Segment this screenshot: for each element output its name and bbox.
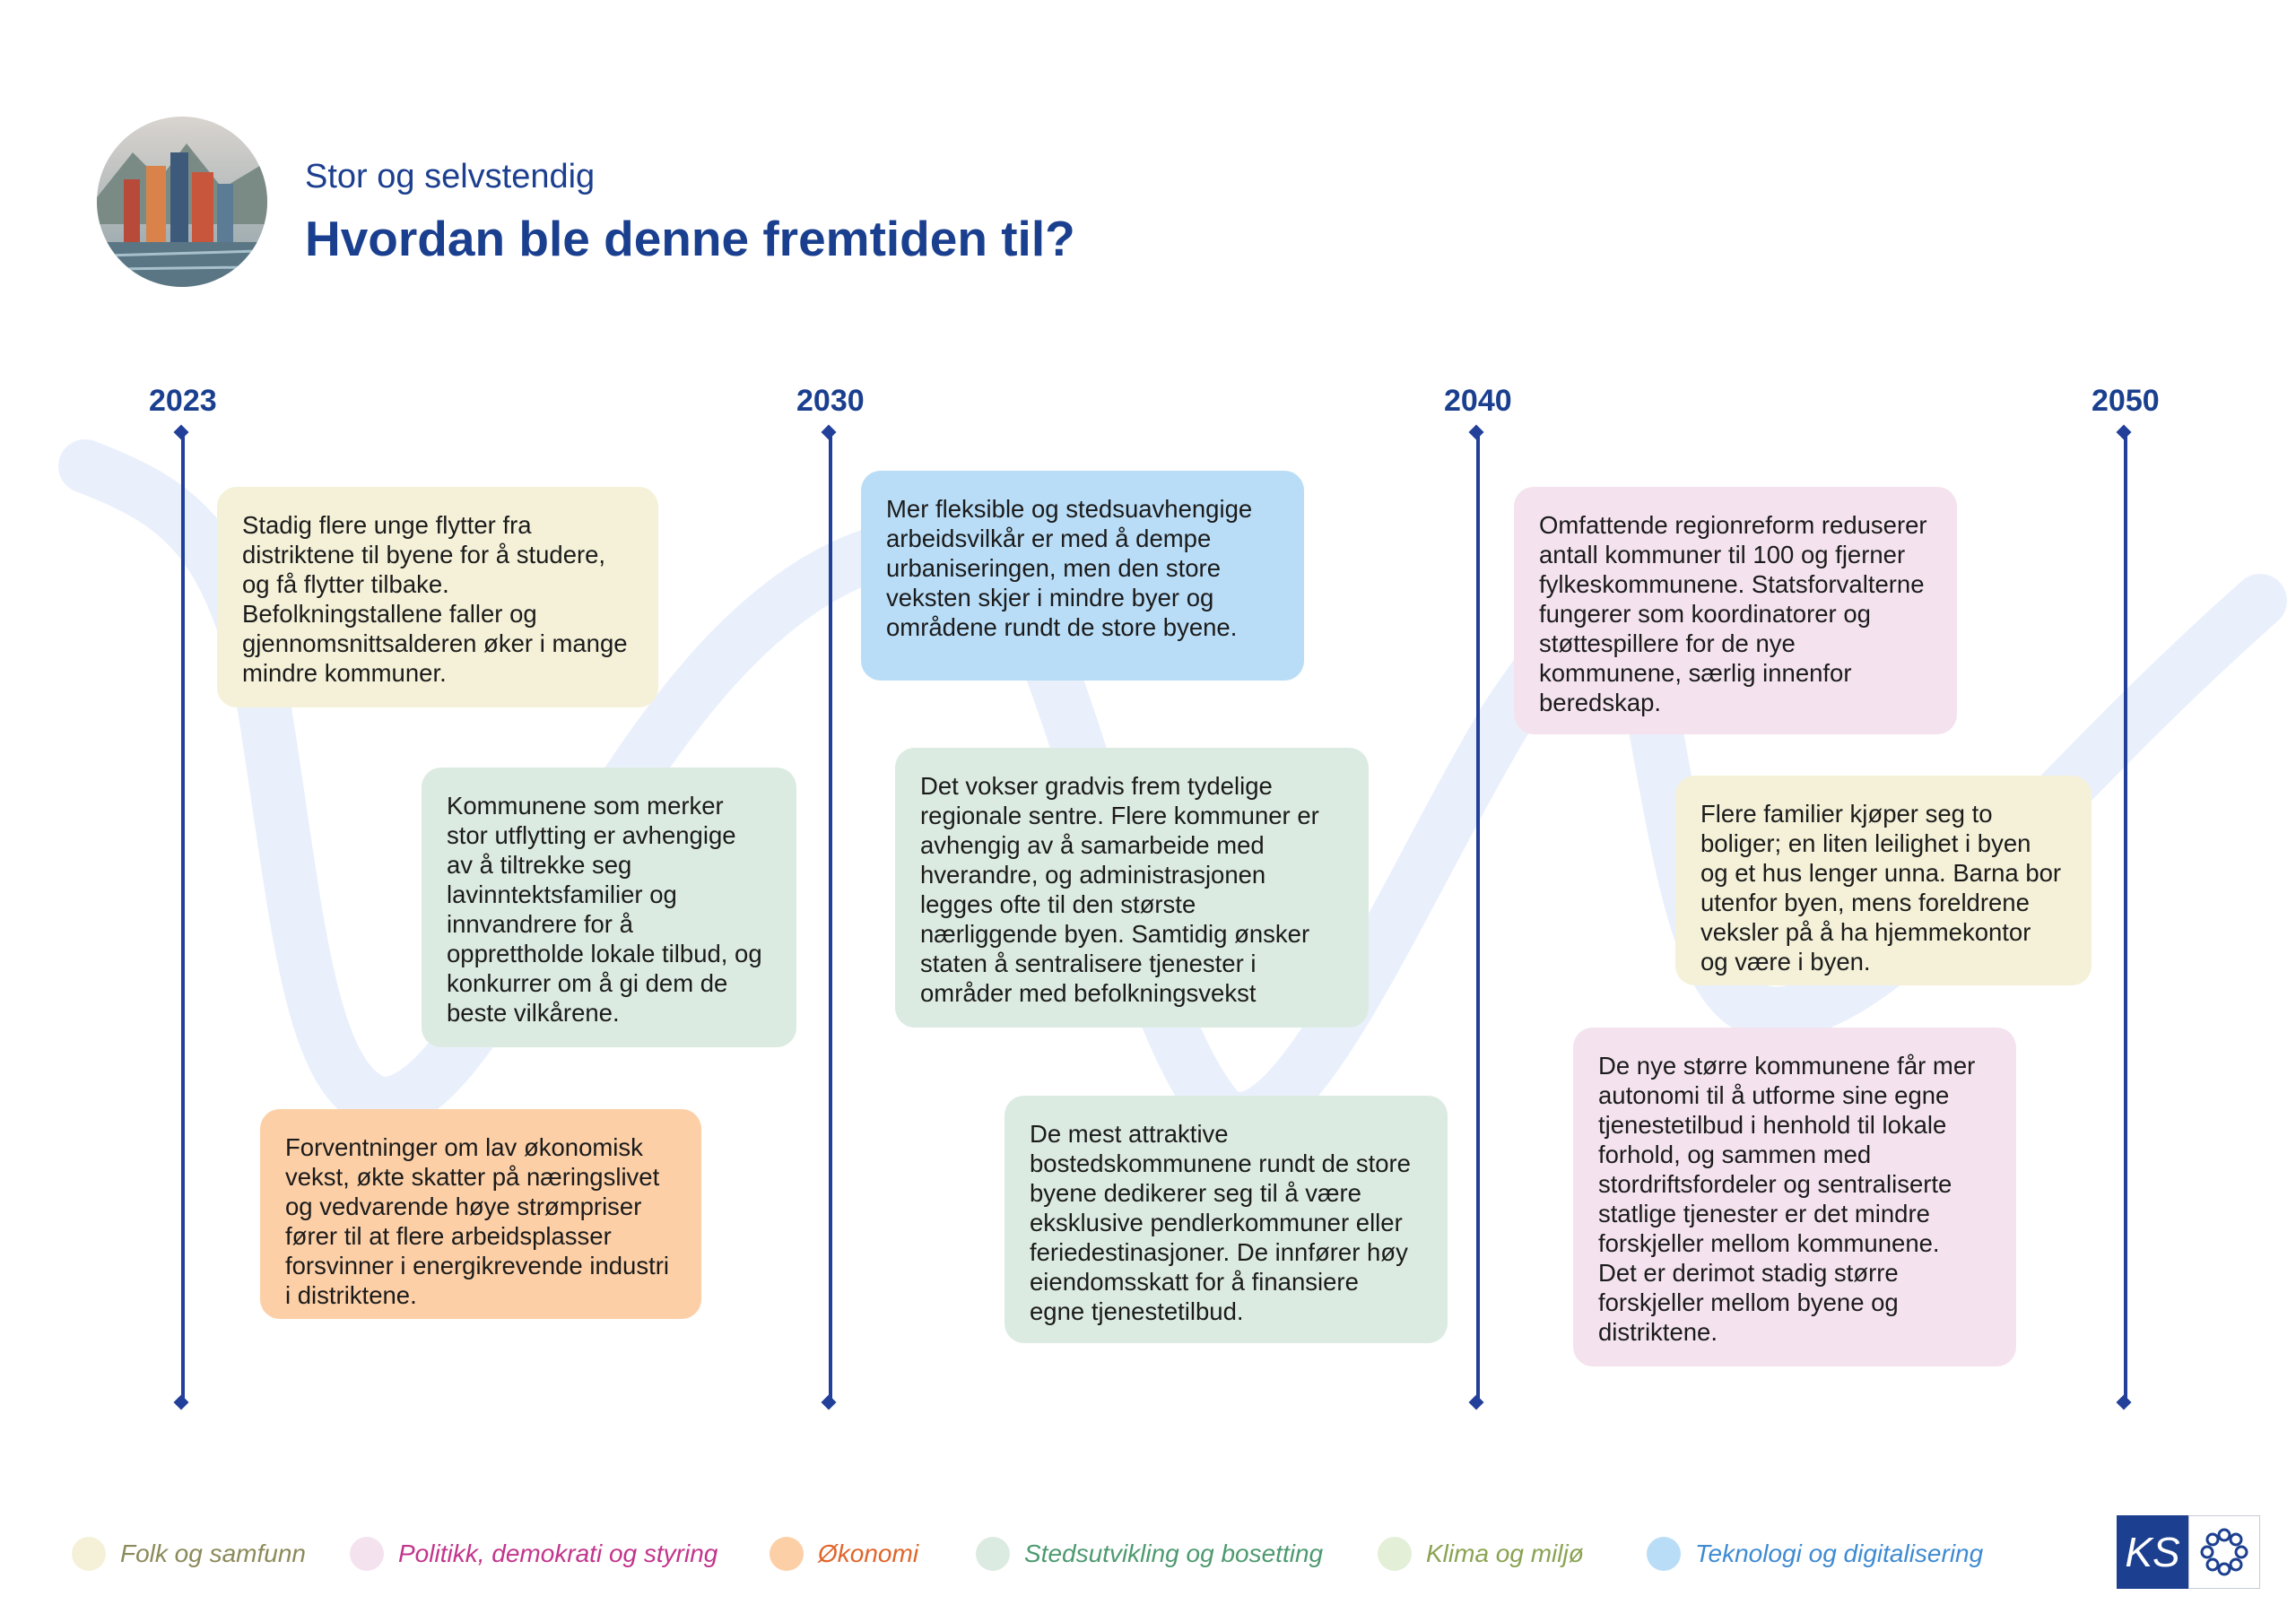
legend-item-teknologi: [1647, 1537, 1983, 1571]
legend-label: Teknologi og digitalisering: [1695, 1540, 1984, 1567]
ks-logo: [2117, 1515, 2260, 1589]
legend-dot: [976, 1537, 1010, 1571]
event-card: [1004, 1096, 1448, 1343]
legend-item-okonomi: [770, 1537, 918, 1571]
timeline-line-2040: [1476, 432, 1480, 1402]
legend-dot: [1378, 1537, 1412, 1571]
event-card-text: De mest attraktive bostedskommunene rundt de store byene dedikerer seg til å være eksklusive pendlerkommuner eller feriedestinasjoner. De innfører høy eiendomsskatt for å finansiere egne tjenestetilbud.: [1030, 1120, 1411, 1325]
legend-item-stedsutvikling: [976, 1537, 1323, 1571]
legend-label: Politikk, demokrati og styring: [398, 1540, 718, 1567]
legend-label: Folk og samfunn: [120, 1540, 306, 1567]
scenario-illustration: [97, 117, 267, 287]
event-card-text: Stadig flere unge flytter fra distriktene til byene for å studere, og få flytter tilbake. Befolkningstallene faller og gjennomsnittsalderen øker i mange mindre kommuner.: [242, 511, 628, 687]
event-card: [1573, 1028, 2016, 1366]
year-label-2040: 2040: [1444, 384, 1512, 418]
legend-item-politikk: [350, 1537, 718, 1571]
scenario-subtitle: Stor og selvstendig: [305, 158, 596, 195]
timeline-line-2050: [2124, 432, 2127, 1402]
legend-label: Økonomi: [818, 1540, 919, 1567]
timeline-line-2023: [181, 432, 185, 1402]
event-card: [1514, 487, 1957, 734]
legend-dot: [770, 1537, 804, 1571]
legend-dot: [350, 1537, 384, 1571]
event-card-text: De nye større kommunene får mer autonomi til å utforme sine egne tjenestetilbud i henhold til lokale forhold, og sammen med stordriftsfordeler og sentraliserte statlige tjenester er det mindre forskjeller mellom kommunene. Det er derimot stadig større forskjeller mellom byene og distriktene.: [1598, 1052, 1976, 1346]
event-card-text: Kommunene som merker stor utflytting er avhengige av å tiltrekke seg lavinntektsfamilier og innvandrere for å opprettholde lokale tilbud, og konkurrer om å gi dem de beste vilkårene.: [447, 792, 762, 1027]
event-card: [422, 768, 796, 1047]
event-card-text: Omfattende regionreform reduserer antall kommuner til 100 og fjerner fylkeskommunene. Statsforvalterne fungerer som koordinatorer og støttespillere for de nye kommunene, særlig innenfor beredskap.: [1539, 511, 1927, 716]
legend-item-klima-og-miljo: [1378, 1537, 1584, 1571]
ks-logo-ring-icon: [2188, 1515, 2260, 1589]
page-title: Hvordan ble denne fremtiden til?: [305, 211, 1075, 266]
event-card: [895, 748, 1369, 1028]
timeline-line-2030: [829, 432, 832, 1402]
year-label-2050: 2050: [2092, 384, 2160, 418]
legend-label: Stedsutvikling og bosetting: [1024, 1540, 1324, 1567]
event-card: [861, 471, 1304, 681]
legend-label: Klima og miljø: [1426, 1540, 1584, 1567]
year-label-2030: 2030: [796, 384, 865, 418]
legend-dot: [72, 1537, 106, 1571]
event-card: [217, 487, 658, 707]
legend-dot: [1647, 1537, 1681, 1571]
event-card: [1675, 776, 2092, 985]
event-card-text: Mer fleksible og stedsuavhengige arbeidsvilkår er med å dempe urbaniseringen, men den store veksten skjer i mindre byer og områdene rundt de store byene.: [886, 495, 1253, 641]
event-card-text: Flere familier kjøper seg to boliger; en liten leilighet i byen og et hus lenger unna. Barna bor utenfor byen, mens foreldrene veksler på å ha hjemmekontor og være i byen.: [1700, 800, 2062, 976]
year-label-2023: 2023: [149, 384, 217, 418]
ks-logo-text: KS: [2117, 1515, 2188, 1589]
event-card-text: Det vokser gradvis frem tydelige regionale sentre. Flere kommuner er avhengig av å samarbeide med hverandre, og administrasjonen legges ofte til den største nærliggende byen. Samtidig ønsker staten å sentralisere tjenester i områder med befolkningsvekst: [920, 772, 1319, 1007]
event-card-text: Forventninger om lav økonomisk vekst, økte skatter på næringslivet og vedvarende høye strømpriser fører til at flere arbeidsplasser forsvinner i energikrevende industri i distriktene.: [285, 1133, 669, 1309]
legend-item-folk-og-samfunn: [72, 1537, 306, 1571]
event-card: [260, 1109, 701, 1319]
